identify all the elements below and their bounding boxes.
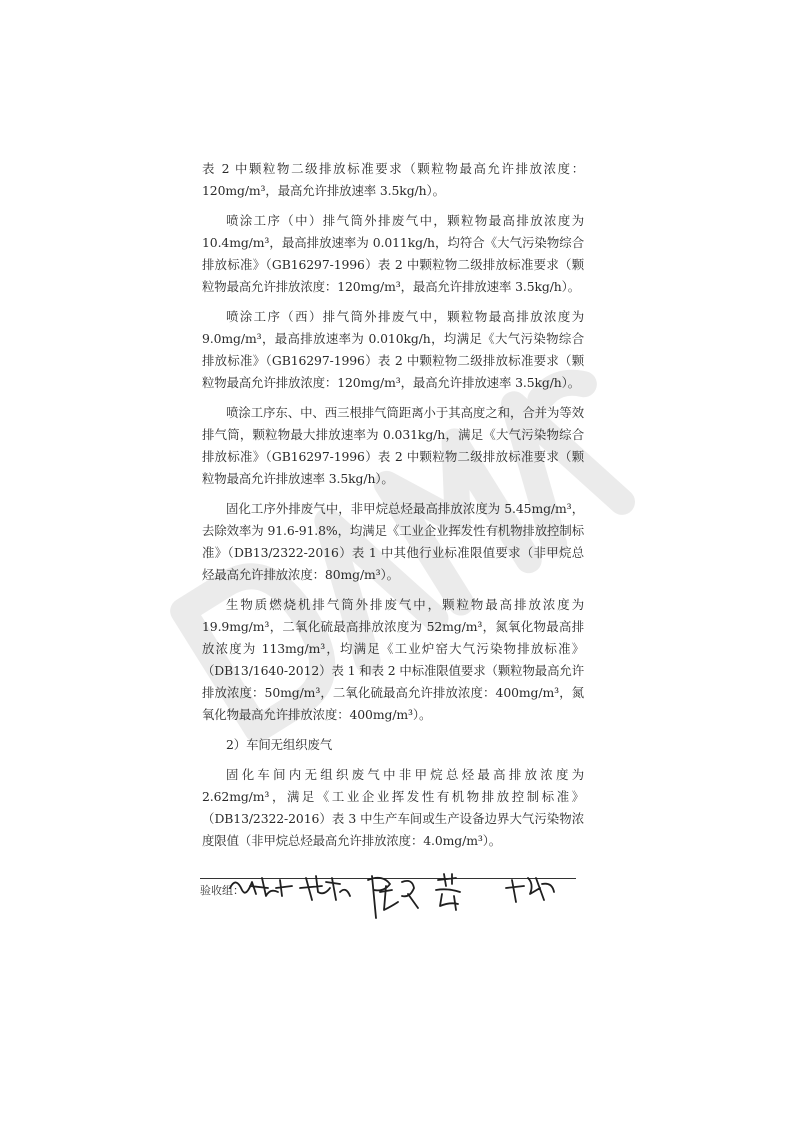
paragraph-3: 喷涂工序（西）排气筒外排废气中，颗粒物最高排放浓度为 9.0mg/m³，最高排放速率为 0.010kg/h，均满足《大气污染物综合排放标准》（GB16297-1996）表 2 中颗粒物二级排放标准要求（颗粒物最高允许排放浓度：120mg/m³，最高允许排放速率 3.5kg/h）。 <box>202 309 584 390</box>
section-heading-unorganized-gas: 2）车间无组织废气 <box>226 737 333 752</box>
paragraph-5: 固化工序外排废气中，非甲烷总烃最高排放浓度为 5.45mg/m³，去除效率为 91.6-91.8%，均满足《工业企业挥发性有机物排放控制标准》（DB13/2322-2016）表 1 中其他行业标准限值要求（非甲烷总烃最高允许排放浓度：80mg/m³）。 <box>202 501 584 582</box>
paragraph-2: 喷涂工序（中）排气筒外排废气中，颗粒物最高排放浓度为 10.4mg/m³，最高排放速率为 0.011kg/h，均符合《大气污染物综合排放标准》（GB16297-1996）表 2 中颗粒物二级排放标准要求（颗粒物最高允许排放浓度：120mg/m³，最高允许排放速率 3.5kg/h）。 <box>202 213 584 294</box>
paragraph-1: 表 2 中颗粒物二级排放标准要求（颗粒物最高允许排放浓度：120mg/m³，最高允许排放速率 3.5kg/h）。 <box>202 161 584 198</box>
signature-label: 验收组： <box>200 884 244 897</box>
paragraph-7: 固化车间内无组织废气中非甲烷总烃最高排放浓度为 2.62mg/m³，满足《工业企业挥发性有机物排放控制标准》（DB13/2322-2016）表 3 中生产车间或生产设备边界大气污染物浓度限值（非甲烷总烃最高允许排放浓度：4.0mg/m³）。 <box>202 767 584 848</box>
handwritten-signatures <box>222 866 582 936</box>
body-text <box>202 158 584 860</box>
paragraph-6: 生物质燃烧机排气筒外排废气中，颗粒物最高排放浓度为 19.9mg/m³，二氧化硫最高排放浓度为 52mg/m³，氮氧化物最高排放浓度为 113mg/m³，均满足《工业炉窑大气污染物排放标准》（DB13/1640-2012）表 1 和表 2 中标准限值要求（颗粒物最高允许排放浓度：50mg/m³，二氧化硫最高允许排放浓度：400mg/m³，氮氧化物最高允许排放浓度：400mg/m³）。 <box>202 597 584 722</box>
paragraph-4: 喷涂工序东、中、西三根排气筒距离小于其高度之和，合并为等效排气筒，颗粒物最大排放速率为 0.031kg/h，满足《大气污染物综合排放标准》（GB16297-1996）表 2 中颗粒物二级排放标准要求（颗粒物最高允许排放速率 3.5kg/h）。 <box>202 405 584 486</box>
